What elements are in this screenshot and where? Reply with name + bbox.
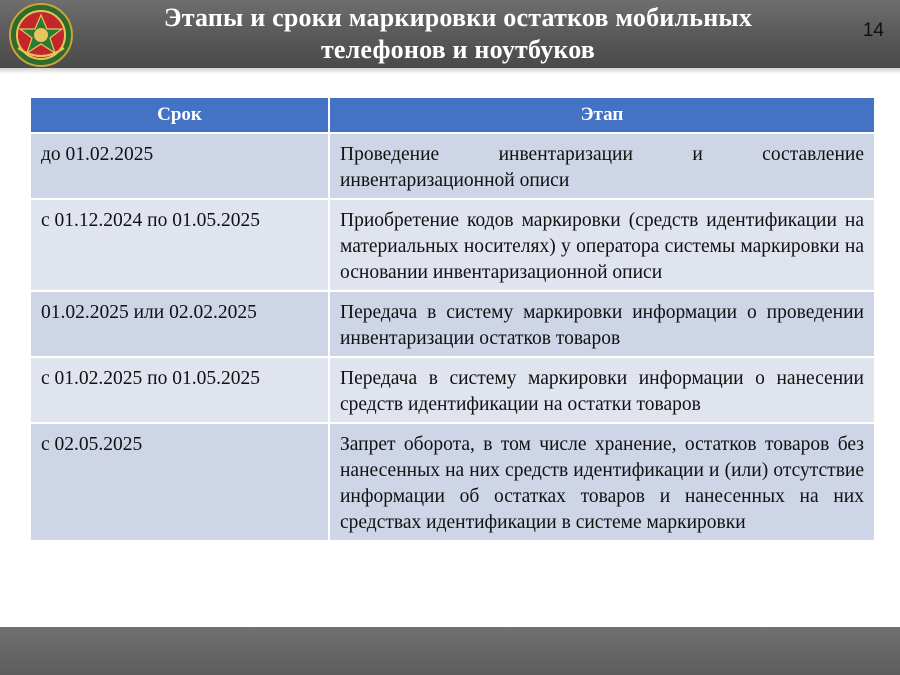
table-row bbox=[31, 133, 874, 199]
stage-cell: Передача в систему маркировки информации о проведении инвентаризации остатков товаров bbox=[329, 291, 874, 357]
header-bar bbox=[0, 0, 900, 68]
stages-table bbox=[31, 98, 874, 542]
term-cell: с 01.12.2024 по 01.05.2025 bbox=[31, 199, 329, 291]
table-row bbox=[31, 291, 874, 357]
table-header-row bbox=[31, 98, 874, 133]
term-cell: до 01.02.2025 bbox=[31, 133, 329, 199]
header-shadow bbox=[0, 68, 900, 74]
stage-cell: Передача в систему маркировки информации о нанесении средств идентификации на остатки товаров bbox=[329, 357, 874, 423]
stage-cell: Проведение инвентаризации и составление инвентаризационной описи bbox=[329, 133, 874, 199]
column-header-stage: Этап bbox=[329, 98, 874, 133]
table-row bbox=[31, 199, 874, 291]
title-line-2: телефонов и ноутбуков bbox=[320, 35, 596, 64]
footer-bar bbox=[0, 627, 900, 675]
term-cell: с 02.05.2025 bbox=[31, 423, 329, 541]
title-line-1: Этапы и сроки маркировки остатков мобильных bbox=[163, 3, 753, 32]
page-number: 14 bbox=[862, 20, 884, 41]
term-cell: 01.02.2025 или 02.02.2025 bbox=[31, 291, 329, 357]
column-header-term: Срок bbox=[31, 98, 329, 133]
table-row bbox=[31, 423, 874, 541]
stage-cell: Запрет оборота, в том числе хранение, остатков товаров без нанесенных на них средств идентификации и (или) отсутствие информации об остатках товаров и нанесенных на них средствах идентификации в системе маркировки bbox=[329, 423, 874, 541]
emblem-icon bbox=[8, 2, 74, 68]
stage-cell: Приобретение кодов маркировки (средств идентификации на материальных носителях) у оператора системы маркировки на основании инвентаризационной описи bbox=[329, 199, 874, 291]
page-title bbox=[78, 2, 838, 66]
term-cell: с 01.02.2025 по 01.05.2025 bbox=[31, 357, 329, 423]
table-row bbox=[31, 357, 874, 423]
